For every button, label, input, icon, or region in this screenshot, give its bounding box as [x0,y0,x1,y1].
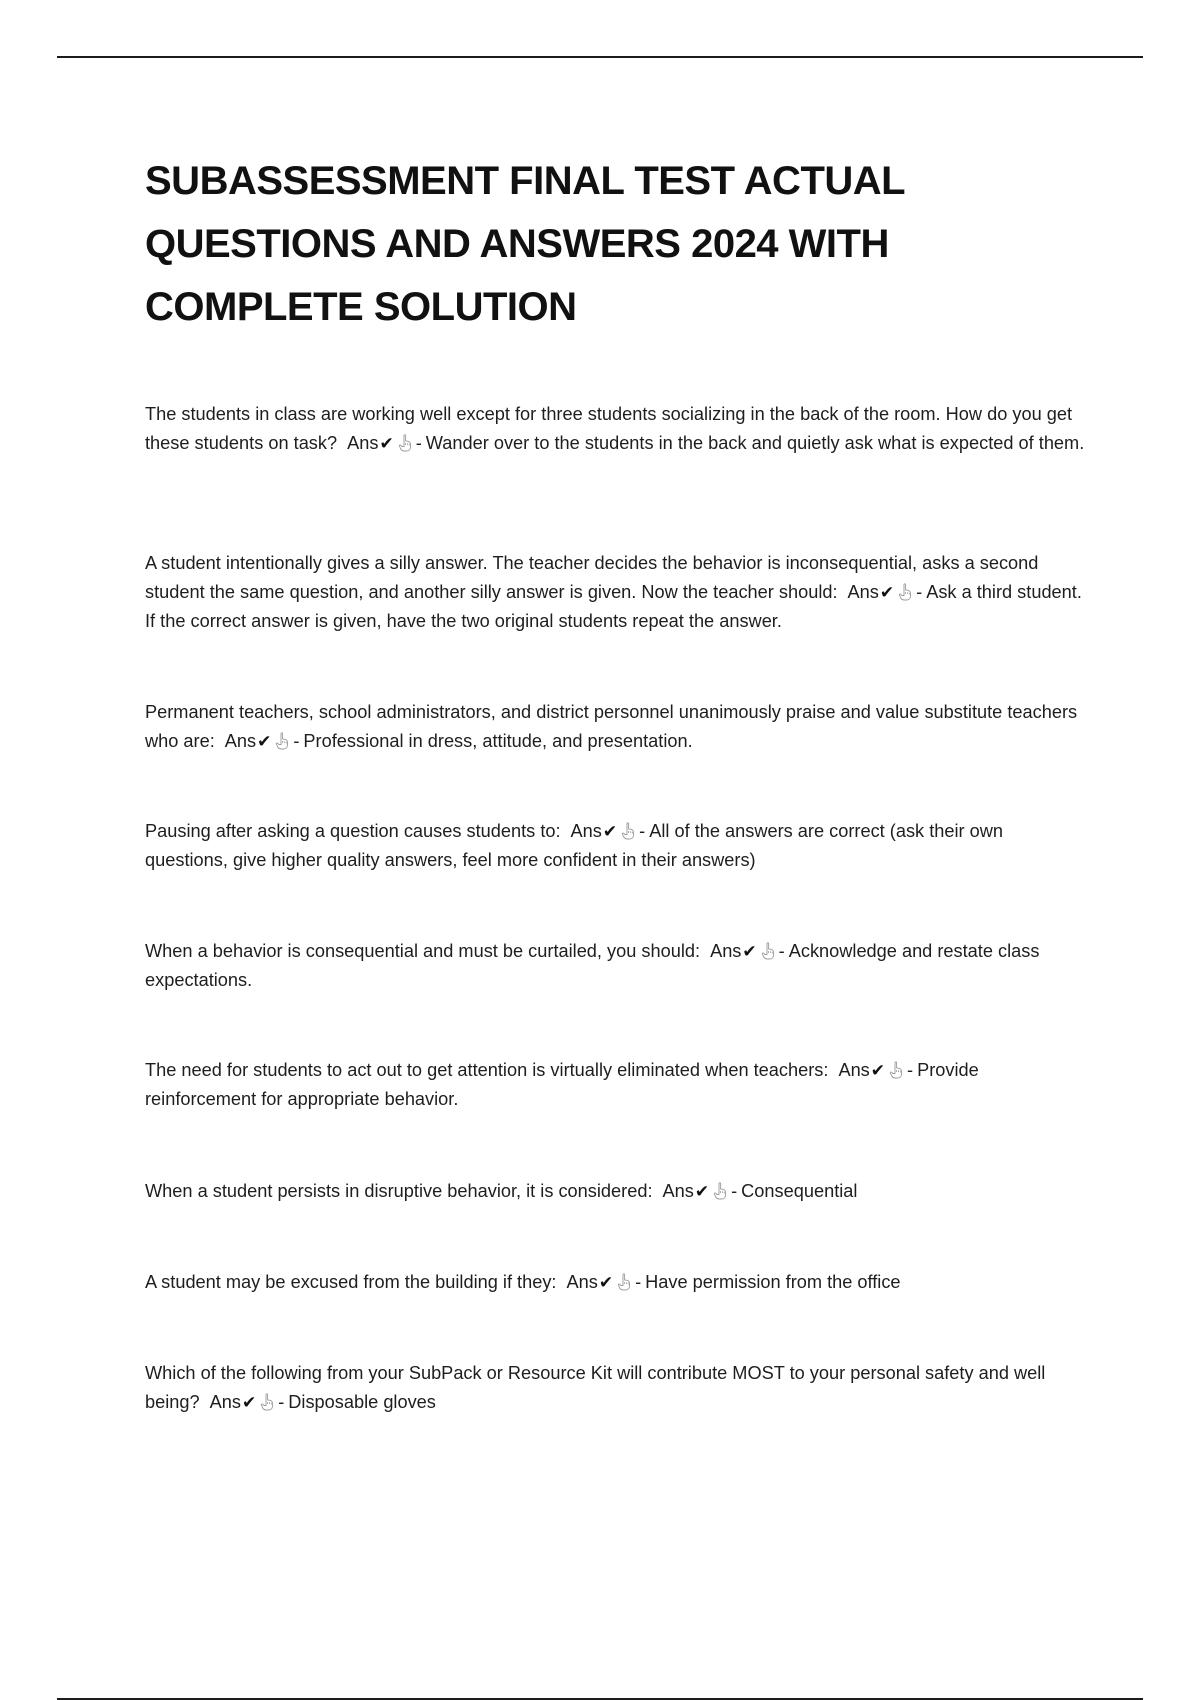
document-title: SUBASSESSMENT FINAL TEST ACTUAL QUESTIONS AND ANSWERS 2024 WITH COMPLETE SOLUTION [145,159,905,329]
qa-item [145,1268,1085,1297]
pointing-hand-icon [617,1273,631,1291]
answer-text: Disposable gloves [288,1392,436,1412]
answer-separator: - [635,1272,642,1292]
question-text: When a behavior is consequential and must be curtailed, you should: [145,941,701,961]
answer-separator: - [731,1181,738,1201]
check-mark-icon: ✔ [602,822,618,841]
answer-text: Ask a third student. If the correct answer is given, have the two original students repeat the answer. [145,582,1082,631]
qa-item [145,817,1085,875]
answer-label: Ans [710,941,742,961]
check-mark-icon: ✔ [598,1273,614,1292]
answer-separator: - [778,941,785,961]
check-mark-icon: ✔ [257,732,272,751]
question-text: A student may be excused from the building if they: [145,1272,557,1292]
answer-text: Provide reinforcement for appropriate behavior. [145,1060,979,1109]
answer-label: Ans [570,821,602,841]
pointing-hand-icon [260,1393,274,1411]
check-mark-icon: ✔ [870,1061,886,1080]
question-text: Permanent teachers, school administrators, and district personnel unanimously praise and value substitute teachers who are: [145,702,1078,751]
answer-text: Have permission from the office [645,1272,901,1292]
question-text: The students in class are working well except for three students socializing in the back of the room. How do you get these students on task? [145,404,1073,453]
answer-separator: - [415,433,422,453]
pointing-hand-icon [713,1182,727,1200]
pointing-hand-icon [398,434,412,452]
question-text: The need for students to act out to get attention is virtually eliminated when teachers: [145,1060,829,1080]
qa-item [145,549,1085,636]
question-text: A student intentionally gives a silly answer. The teacher decides the behavior is inconsequential, asks a second student the same question, and another silly answer is given. Now the teacher should: [145,553,1039,602]
qa-item [145,1177,1085,1206]
check-mark-icon: ✔ [694,1182,710,1201]
answer-label: Ans [847,582,879,602]
question-text: Pausing after asking a question causes students to: [145,821,561,841]
answer-text: Acknowledge and restate class expectations. [145,941,1040,990]
answer-separator: - [293,731,300,751]
qa-item [145,1056,1085,1114]
answer-text: Consequential [741,1181,858,1201]
check-mark-icon: ✔ [879,583,895,602]
answer-separator: - [278,1392,285,1412]
pointing-hand-icon [761,942,775,960]
check-mark-icon: ✔ [742,942,757,961]
answer-label: Ans [566,1272,598,1292]
question-text: When a student persists in disruptive behavior, it is considered: [145,1181,653,1201]
answer-separator: - [907,1060,914,1080]
top-divider [57,56,1143,58]
qa-item [145,400,1085,458]
pointing-hand-icon [898,583,912,601]
answer-text: All of the answers are correct (ask their own questions, give higher quality answers, feel more confident in their answers) [145,821,1003,870]
qa-item [145,937,1085,995]
answer-label: Ans [662,1181,694,1201]
pointing-hand-icon [621,822,635,840]
answer-text: Wander over to the students in the back and quietly ask what is expected of them. [425,433,1085,453]
pointing-hand-icon [275,732,289,750]
pointing-hand-icon [889,1061,903,1079]
qa-item [145,698,1085,756]
answer-separator: - [639,821,646,841]
qa-item [145,1359,1085,1417]
answer-text: Professional in dress, attitude, and presentation. [303,731,693,751]
answer-label: Ans [838,1060,870,1080]
answer-label: Ans [224,731,257,751]
question-text: Which of the following from your SubPack or Resource Kit will contribute MOST to your personal safety and well being? [145,1363,1046,1412]
answer-label: Ans [347,433,379,453]
answer-label: Ans [209,1392,241,1412]
check-mark-icon: ✔ [379,434,394,453]
answer-separator: - [916,582,923,602]
check-mark-icon: ✔ [241,1393,257,1412]
